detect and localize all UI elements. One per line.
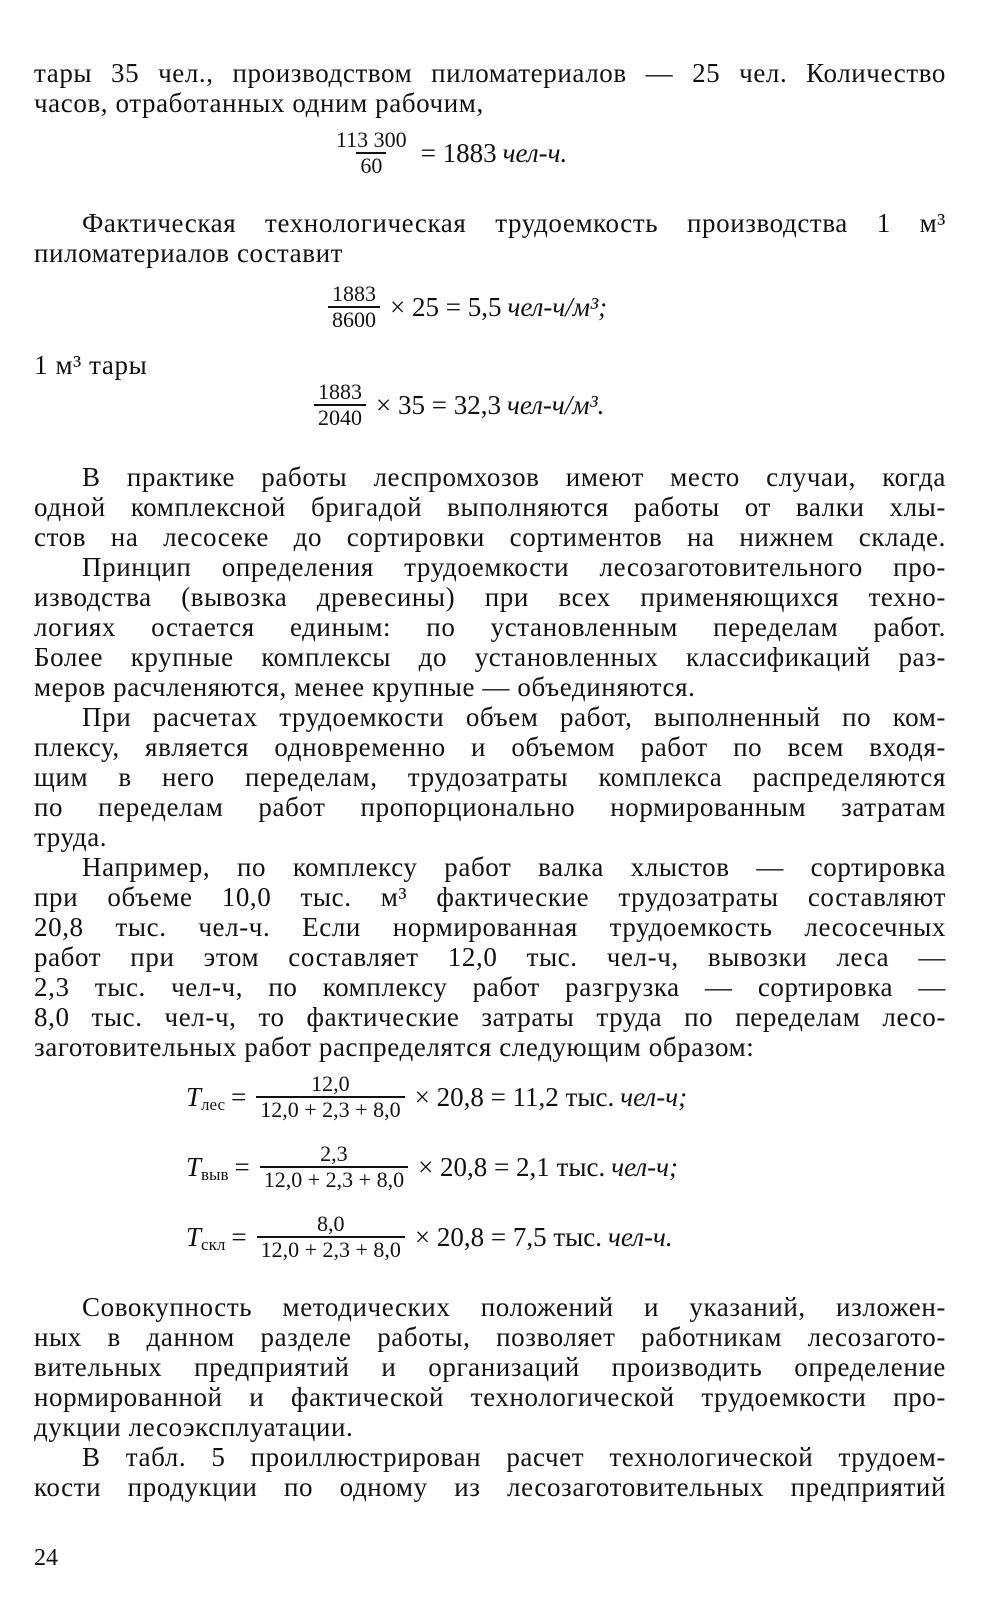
text-line: В табл. 5 проиллюстрирован расчет технологической трудоем- xyxy=(82,1442,946,1472)
text-line: логиях остается единым: по установленным переделам работ. xyxy=(34,612,946,642)
product: × 35 = 32,3 xyxy=(376,390,501,420)
text-line: 8,0 тыс. чел-ч, то фактические затраты труда по переделам лесо- xyxy=(34,1002,946,1032)
text-line: труда. xyxy=(34,822,108,852)
denominator: 2040 xyxy=(314,404,366,430)
denominator: 12,0 + 2,3 + 8,0 xyxy=(256,1096,404,1122)
product: × 20,8 = 7,5 тыс. xyxy=(414,1222,603,1252)
denominator: 12,0 + 2,3 + 8,0 xyxy=(260,1166,408,1192)
formula-t-warehouse xyxy=(186,1212,673,1262)
fraction xyxy=(257,1212,405,1262)
text-line: щим в него переделам, трудозатраты комплекса распределяются xyxy=(34,762,946,792)
text-line: 1 м³ тары xyxy=(34,350,148,380)
text-line: при объеме 10,0 тыс. м³ фактические трудозатраты составляют xyxy=(34,882,946,912)
unit: чел-ч/м³. xyxy=(506,390,605,420)
numerator: 12,0 xyxy=(311,1071,350,1096)
fraction xyxy=(260,1142,408,1192)
text-line: плексу, является одновременно и объемом работ по всем входя- xyxy=(34,732,946,762)
product: × 20,8 = 11,2 тыс. xyxy=(414,1082,615,1112)
text-line: ных в данном разделе работы, позволяет работникам лесозагото- xyxy=(34,1322,946,1352)
subscript: лес xyxy=(201,1095,226,1114)
text-line: Совокупность методических положений и указаний, изложен- xyxy=(82,1292,946,1322)
text-line: стов на лесосеке до сортировки сортиментов на нижнем складе. xyxy=(34,522,946,552)
fraction xyxy=(332,128,411,178)
text-line: пиломатериалов составит xyxy=(34,238,344,268)
text-line: заготовительных работ распределятся следующим образом: xyxy=(34,1032,755,1062)
numerator: 2,3 xyxy=(320,1141,348,1166)
denominator: 60 xyxy=(356,152,386,178)
product: × 25 = 5,5 xyxy=(390,292,502,322)
unit: чел-ч; xyxy=(611,1152,679,1182)
text-line: В практике работы леспромхозов имеют место случаи, когда xyxy=(82,462,946,492)
text-line: одной комплексной бригадой выполняются работы от валки хлы- xyxy=(34,492,946,522)
unit: чел-ч/м³; xyxy=(507,292,608,322)
formula-t-logging xyxy=(186,1072,687,1122)
text-line: нормированной и фактической технологической трудоемкости про- xyxy=(34,1382,946,1412)
page-number: 24 xyxy=(34,1545,58,1571)
text-line: вительных предприятий и организаций производить определение xyxy=(34,1352,946,1382)
text-line: Например, по комплексу работ валка хлыстов — сортировка xyxy=(82,852,946,882)
numerator: 1883 xyxy=(318,379,362,404)
text-line: меров расчленяются, менее крупные — объединяются. xyxy=(34,672,696,702)
formula-t-hauling xyxy=(186,1142,678,1192)
text-line: тары 35 чел., производством пиломатериалов — 25 чел. Количество xyxy=(34,58,946,88)
fraction xyxy=(256,1072,404,1122)
text-line: Принцип определения трудоемкости лесозаготовительного про- xyxy=(82,552,946,582)
unit: чел-ч. xyxy=(502,138,568,168)
text-line: часов, отработанных одним рабочим, xyxy=(34,88,484,118)
unit: чел-ч. xyxy=(608,1222,673,1252)
equals: = xyxy=(231,1222,247,1252)
numerator: 113 300 xyxy=(336,127,407,152)
fraction xyxy=(314,380,366,430)
text-line: Более крупные комплексы до установленных классификаций раз- xyxy=(34,642,946,672)
text-line: работ при этом составляет 12,0 тыс. чел-ч, вывозки леса — xyxy=(34,942,946,972)
text-line: дукции лесоэксплуатации. xyxy=(34,1412,354,1442)
subscript: скл xyxy=(201,1235,226,1254)
text-line: 2,3 тыс. чел-ч, по комплексу работ разгрузка — сортировка — xyxy=(34,972,946,1002)
symbol-t: T xyxy=(186,1222,202,1252)
result: = 1883 xyxy=(420,138,497,168)
fraction xyxy=(328,282,380,332)
symbol-t: T xyxy=(186,1152,202,1182)
product: × 20,8 = 2,1 тыс. xyxy=(418,1152,606,1182)
text-line: кости продукции по одному из лесозаготовительных предприятий xyxy=(34,1472,946,1502)
formula-tare-intensity xyxy=(310,380,604,430)
denominator: 8600 xyxy=(328,306,380,332)
numerator: 8,0 xyxy=(316,1211,345,1236)
text-line: Фактическая технологическая трудоемкость производства 1 м³ xyxy=(82,208,946,238)
unit: чел-ч; xyxy=(620,1082,688,1112)
text-line: При расчетах трудоемкости объем работ, выполненный по ком- xyxy=(82,702,946,732)
formula-lumber-intensity xyxy=(324,282,607,332)
denominator: 12,0 + 2,3 + 8,0 xyxy=(257,1236,405,1262)
text-line: изводства (вывозка древесины) при всех применяющихся техно- xyxy=(34,582,946,612)
text-line: 20,8 тыс. чел-ч. Если нормированная трудоемкость лесосечных xyxy=(34,912,946,942)
subscript: выв xyxy=(201,1165,229,1184)
numerator: 1883 xyxy=(332,281,376,306)
formula-hours-per-worker xyxy=(328,128,567,178)
text-line: по переделам работ пропорционально нормированным затратам xyxy=(34,792,946,822)
equals: = xyxy=(231,1082,247,1112)
symbol-t: T xyxy=(186,1082,202,1112)
equals: = xyxy=(234,1152,250,1182)
